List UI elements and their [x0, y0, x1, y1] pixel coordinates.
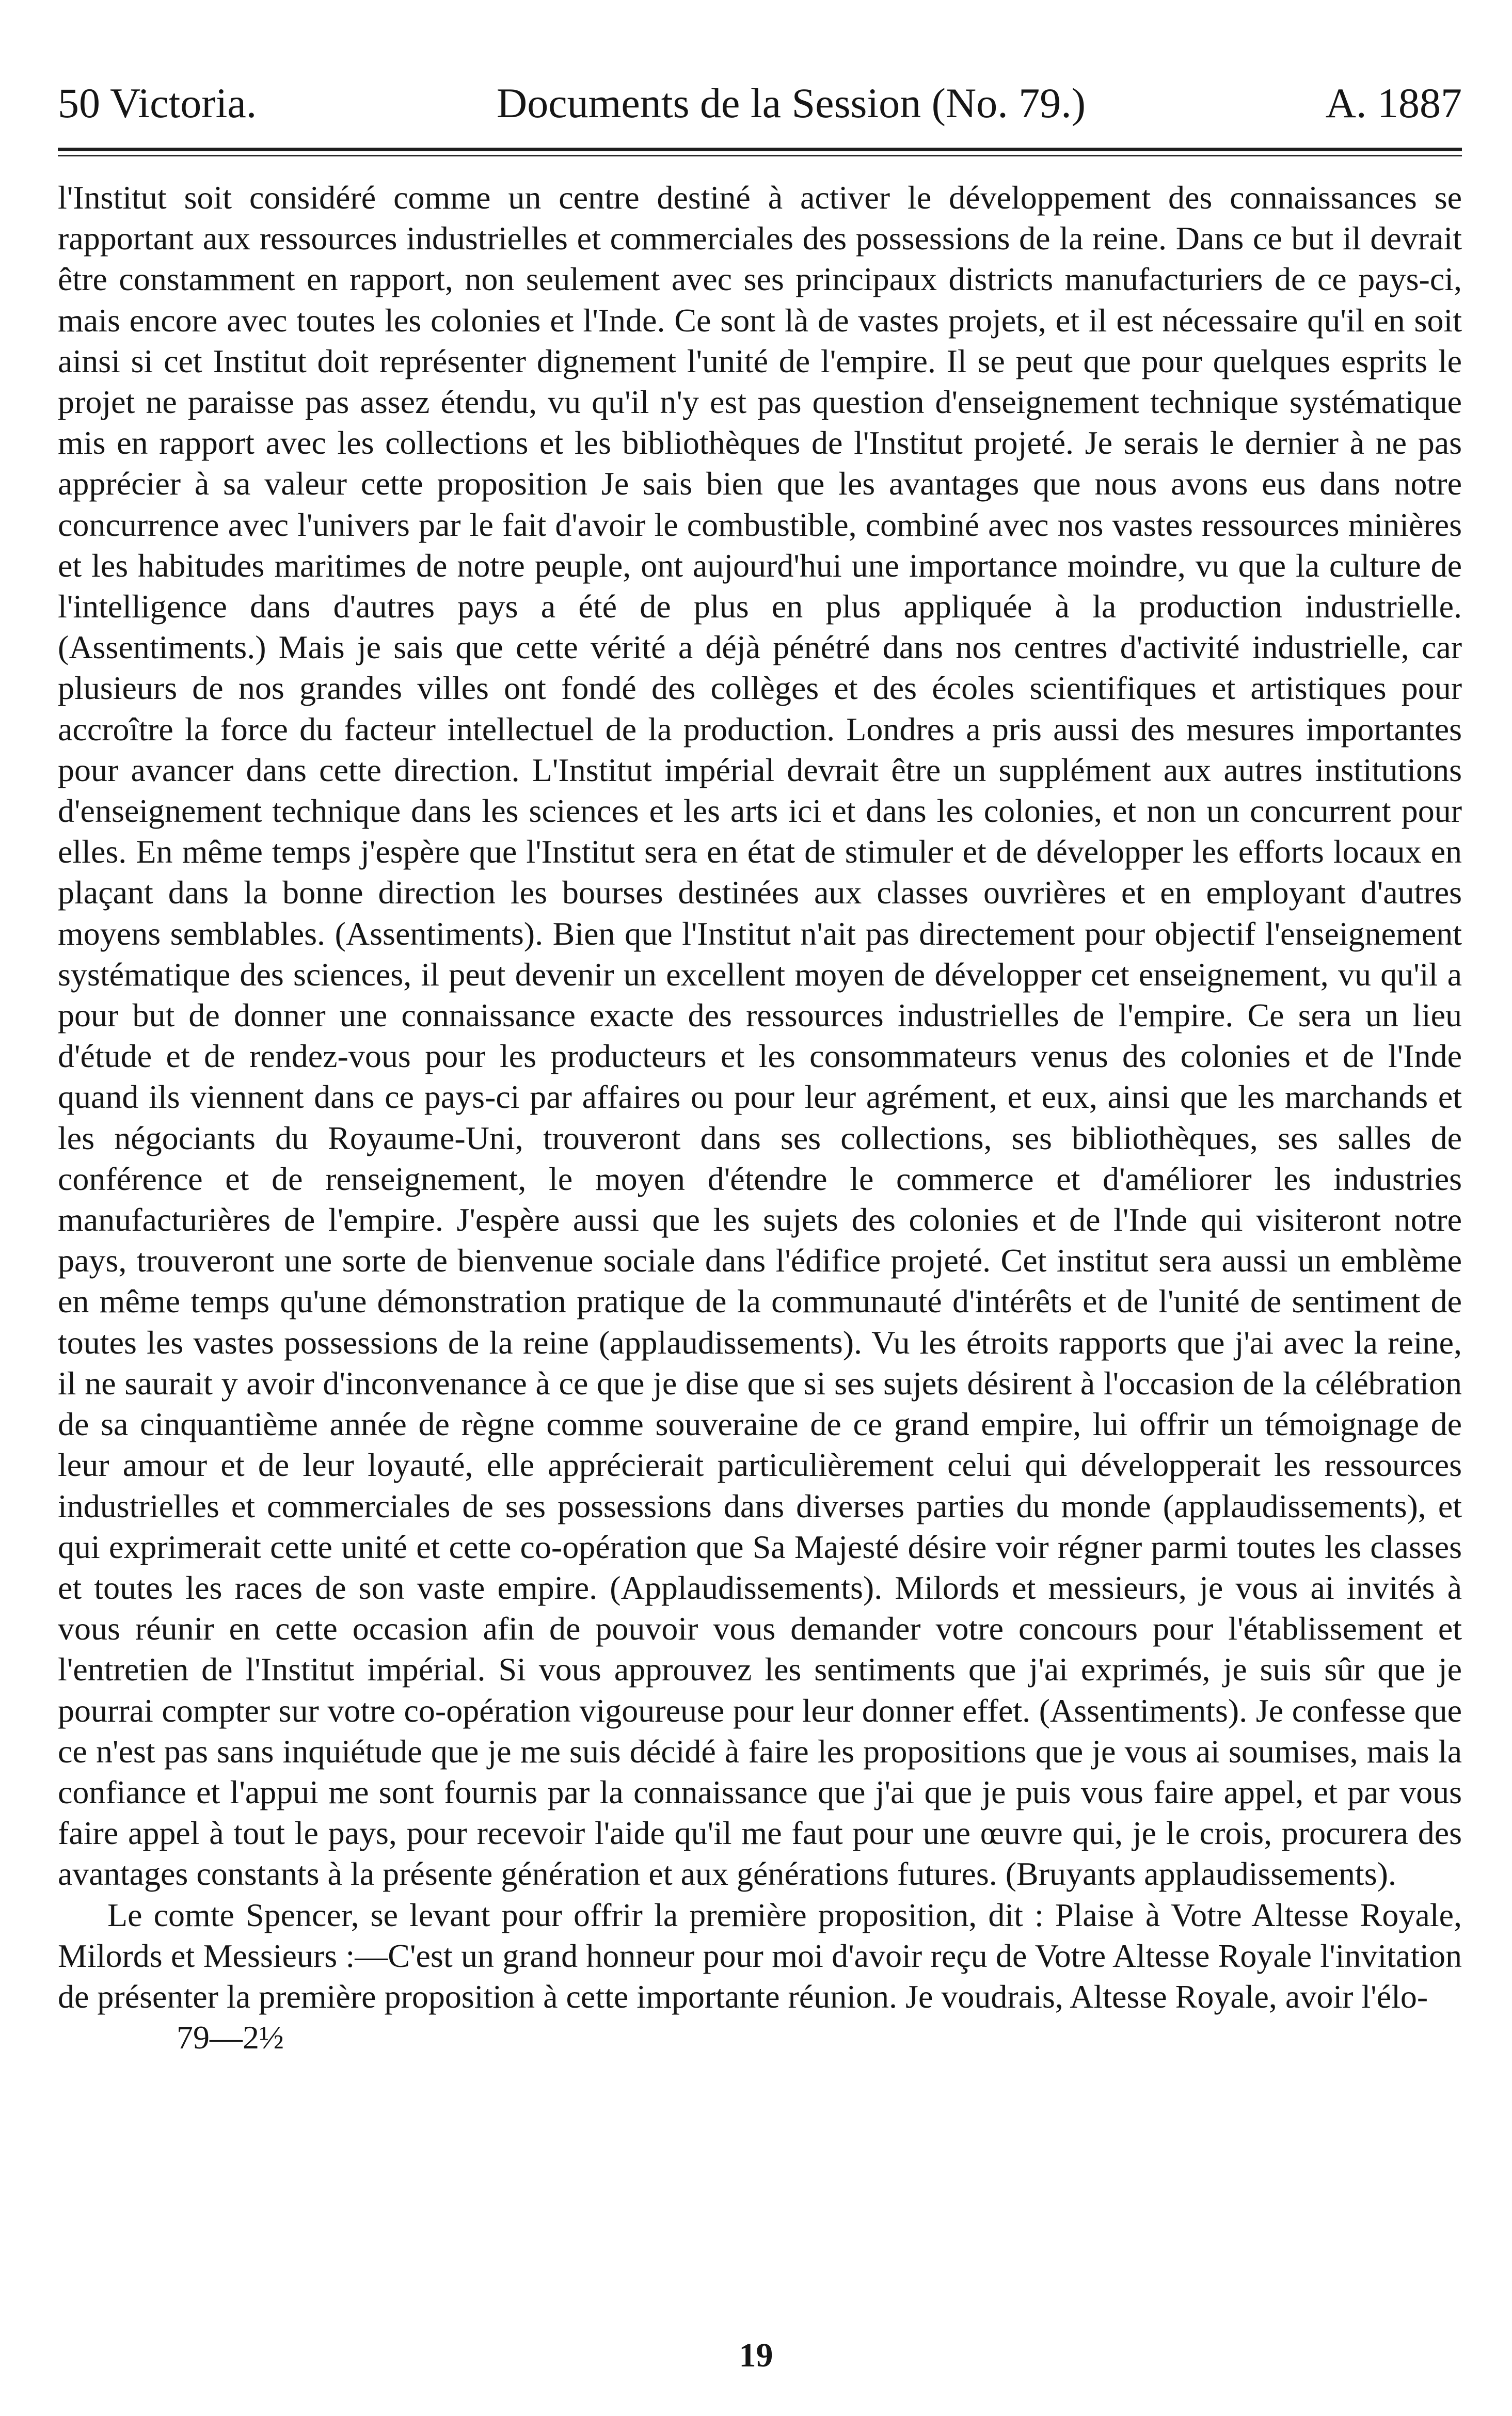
- header-year: A. 1887: [1325, 80, 1462, 126]
- header-rule-thick: [58, 148, 1462, 151]
- header-rule-thin: [58, 155, 1462, 156]
- page-number: 19: [739, 2336, 773, 2374]
- header-volume: 50 Victoria.: [58, 80, 257, 126]
- document-page: [58, 77, 1462, 2058]
- paragraph: Le comte Spencer, se levant pour offrir la première proposition, dit : Plaise à Votre Altesse Royale, Milords et Messieurs :—C'est un grand honneur pour moi d'avoir reçu de Votre Altesse Royale l'invitation de présenter la première proposition à cette importante réunion. Je voudrais, Altesse Royale, avoir l'élo-: [58, 1896, 1462, 2015]
- header-title: Documents de la Session (No. 79.): [497, 80, 1086, 126]
- running-header: [58, 77, 1462, 134]
- paragraph: l'Institut soit considéré comme un centre destiné à activer le développement des connaissances se rapportant aux ressources industrielles et commerciales des possessions de la reine. Dans ce but il devrait être constamment en rapport, non seulement avec ses principaux districts manufacturiers de ce pays-ci, mais encore avec toutes les colonies et l'Inde. Ce sont là de vastes projets, et il est nécessaire qu'il en soit ainsi si cet Institut doit représenter dignement l'unité de l'empire. Il se peut que pour quelques esprits le projet ne paraisse pas assez étendu, vu qu'il n'y est pas question d'enseignement technique systématique mis en rapport avec les collections et les bibliothèques de l'Institut projeté. Je serais le dernier à ne pas apprécier à sa valeur cette proposition Je sais bien que les avantages que nous avons eus dans notre concurrence avec l'univers par le fait d'avoir le combustible, combiné avec nos vastes ressources minières et les habitudes maritimes de notre peuple, ont aujourd'hui une importance moindre, vu que la culture de l'intelligence dans d'autres pays a été de plus en plus appliquée à la production industrielle. (Assentiments.) Mais je sais que cette vérité a déjà pénétré dans nos centres d'activité industrielle, car plusieurs de nos grandes villes ont fondé des collèges et des écoles scientifiques et artistiques pour accroître la force du facteur intellectuel de la production. Londres a pris aussi des mesures importantes pour avancer dans cette direction. L'Institut impérial devrait être un supplément aux autres institutions d'enseignement technique dans les sciences et les arts ici et dans les colonies, et non un concurrent pour elles. En même temps j'espère que l'Institut sera en état de stimuler et de développer les efforts locaux en plaçant dans la bonne direction les bourses destinées aux classes ouvrières et en employant d'autres moyens semblables. (Assentiments). Bien que l'Institut n'ait pas directement pour objectif l'enseignement systématique des sciences, il peut devenir un excellent moyen de développer cet enseignement, vu qu'il a pour but de donner une connaissance exacte des ressources industrielles de l'empire. Ce sera un lieu d'étude et de rendez-vous pour les producteurs et les consommateurs venus des colonies et de l'Inde quand ils viennent dans ce pays-ci par affaires ou pour leur agrément, et eux, ainsi que les marchands et les négociants du Royaume-Uni, trouveront dans ses collections, ses bibliothèques, ses salles de conférence et de renseignement, le moyen d'étendre le commerce et d'améliorer les industries manufacturières de l'empire. J'espère aussi que les sujets des colonies et de l'Inde qui visiteront notre pays, trouveront une sorte de bienvenue sociale dans l'édifice projeté. Cet institut sera aussi un emblème en même temps qu'une démonstration pratique de la communauté d'intérêts et de l'unité de sentiment de toutes les vastes possessions de la reine (applaudissements). Vu les étroits rapports que j'ai avec la reine, il ne saurait y avoir d'inconvenance à ce que je dise que si ses sujets désirent à l'occasion de la célébration de sa cinquantième année de règne comme souveraine de ce grand empire, lui offrir un témoignage de leur amour et de leur loyauté, elle apprécierait particulièrement celui qui développerait les ressources industrielles et commerciales de ses possessions dans diverses parties du monde (applaudissements), et qui exprimerait cette unité et cette co-opération que Sa Majesté désire voir régner parmi toutes les classes et toutes les races de son vaste empire. (Applaudissements). Milords et messieurs, je vous ai invités à vous réunir en cette occasion afin de pouvoir vous demander votre concours pour l'établissement et l'entretien de l'Institut impérial. Si vous approuvez les sentiments que j'ai exprimés, je suis sûr que je pourrai compter sur votre co-opération vigoureuse pour leur donner effet. (Assentiments). Je confesse que ce n'est pas sans inquiétude que je me suis décidé à faire les propositions que je vous ai soumises, mais la confiance et l'appui me sont fournis par la connaissance que j'ai que je puis vous faire appel, et par vous faire appel à tout le pays, pour recevoir l'aide qu'il me faut pour une œuvre qui, je le crois, procurera des avantages constants à la présente génération et aux générations futures. (Bruyants applaudissements).: [58, 179, 1462, 1893]
- signature-mark: 79—2½: [177, 2019, 284, 2056]
- body-text: [58, 177, 1462, 2017]
